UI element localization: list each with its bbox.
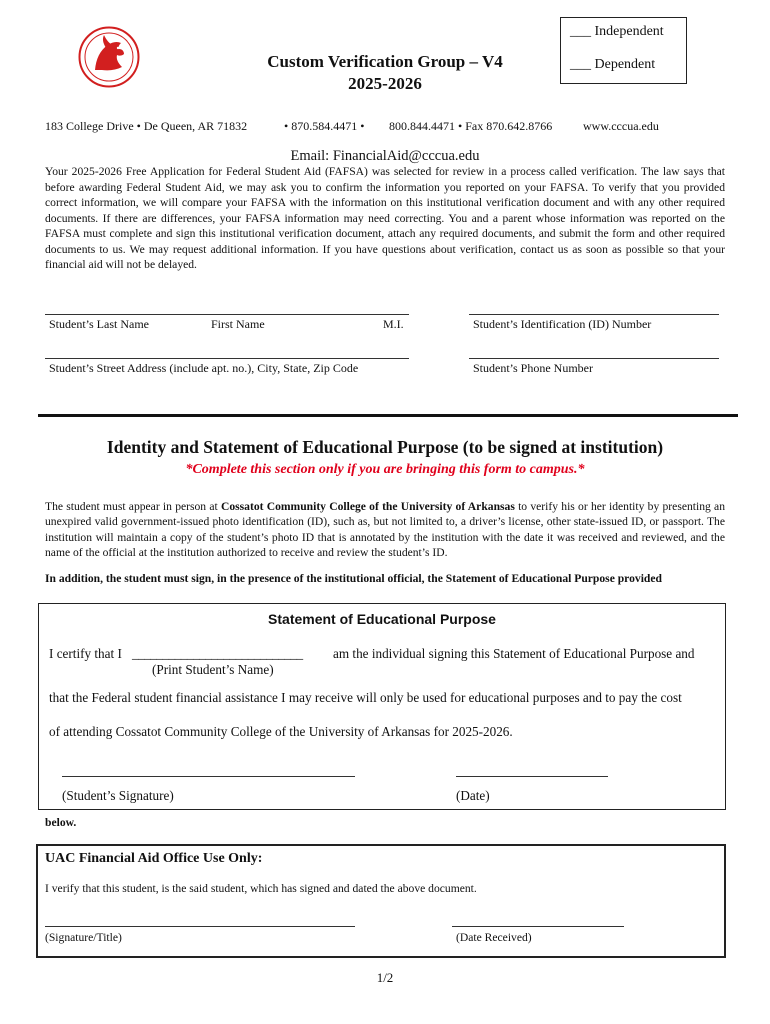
college-phone-fax: 800.844.4471 • Fax 870.642.8766 xyxy=(389,119,553,133)
office-use-title: UAC Financial Aid Office Use Only: xyxy=(45,851,263,866)
identity-section-title: Identity and Statement of Educational Purpose (to be signed at institution) xyxy=(106,437,664,457)
student-name-field[interactable] xyxy=(45,314,409,315)
independent-option[interactable]: ___ Independent xyxy=(570,24,664,39)
first-name-label: First Name xyxy=(211,317,265,331)
college-logo xyxy=(78,26,140,88)
college-phone: • 870.584.4471 • xyxy=(284,119,365,133)
street-address-label: Student’s Street Address (include apt. no.), City, State, Zip Code xyxy=(49,361,359,375)
page-number: 1/2 xyxy=(376,970,394,985)
statement-title: Statement of Educational Purpose xyxy=(268,611,496,627)
college-website[interactable]: www.cccua.edu xyxy=(583,119,659,133)
college-address: 183 College Drive • De Queen, AR 71832 xyxy=(45,119,248,133)
identity-paragraph-intro: The student must appear in person at xyxy=(45,500,221,513)
below-text: below. xyxy=(45,816,77,829)
middle-initial-label: M.I. xyxy=(383,317,404,331)
official-signature-label: (Signature/Title) xyxy=(45,931,122,944)
statement-line-2: that the Federal student financial assistance I may receive will only be used for educational purposes and to pay the cost xyxy=(49,690,682,705)
form-year: 2025-2026 xyxy=(348,74,422,93)
student-phone-field[interactable] xyxy=(469,358,719,359)
student-signature-label: (Student’s Signature) xyxy=(62,788,174,803)
print-name-field[interactable]: ____________________________ xyxy=(132,646,303,661)
certify-suffix: am the individual signing this Statement of Educational Purpose and xyxy=(333,646,695,661)
statement-line-3: of attending Cossatot Community College of the University of Arkansas for 2025-2026. xyxy=(49,724,513,739)
dependent-option[interactable]: ___ Dependent xyxy=(570,57,656,72)
form-title: Custom Verification Group – V4 xyxy=(267,52,503,71)
identity-paragraph xyxy=(45,499,725,560)
phone-number-label: Student’s Phone Number xyxy=(473,361,593,375)
identity-paragraph-body: to verify his or her identity by presenting an unexpired valid government-issued photo identification (ID), such as, but not limited to, a driver’s license, other state-issued ID, or passport. The institution will maintain a copy of the student’s photo ID that is annotated by the institution with the date it was received and reviewed, and the name of the official at the institution authorized to receive and review the student’s ID. xyxy=(45,500,725,559)
student-address-field[interactable] xyxy=(45,358,409,359)
student-date-label: (Date) xyxy=(456,788,490,803)
student-id-field[interactable] xyxy=(469,314,719,315)
college-name-bold: Cossatot Community College of the University of Arkansas xyxy=(220,500,515,513)
print-name-label: (Print Student’s Name) xyxy=(152,662,274,677)
financial-aid-email[interactable]: Email: FinancialAid@cccua.edu xyxy=(290,148,480,164)
certify-prefix: I certify that I xyxy=(49,646,122,661)
date-received-label: (Date Received) xyxy=(456,931,532,944)
office-use-statement: I verify that this student, is the said student, which has signed and dated the above document. xyxy=(45,882,477,895)
last-name-label: Student’s Last Name xyxy=(49,317,149,331)
date-received-field[interactable] xyxy=(452,926,624,927)
signature-instruction: In addition, the student must sign, in the presence of the institutional official, the Statement of Educational Purpose provided xyxy=(45,572,662,585)
statement-box xyxy=(38,603,726,810)
official-signature-field[interactable] xyxy=(45,926,355,927)
intro-paragraph: Your 2025-2026 Free Application for Federal Student Aid (FAFSA) was selected for review in a process called verification. The law says that before awarding Federal Student Aid, we may ask you to confirm the information you reported on your FAFSA. To verify that you provided correct information, we will compare your FAFSA with the information on this institutional verification document and with any other required documents. If there are differences, your FAFSA information may need correcting. You and a parent whose information was reported on the FAFSA must complete and sign this institutional verification document, attach any required documents, and submit the form and other required documents to us. We may request additional information. If you have questions about verification, contact us as soon as possible so that your financial aid will not be delayed. xyxy=(45,165,725,271)
student-signature-field[interactable] xyxy=(62,776,355,777)
student-id-label: Student’s Identification (ID) Number xyxy=(473,317,652,331)
identity-section-note: *Complete this section only if you are bringing this form to campus.* xyxy=(185,462,585,477)
section-divider xyxy=(38,414,738,417)
student-date-field[interactable] xyxy=(456,776,608,777)
